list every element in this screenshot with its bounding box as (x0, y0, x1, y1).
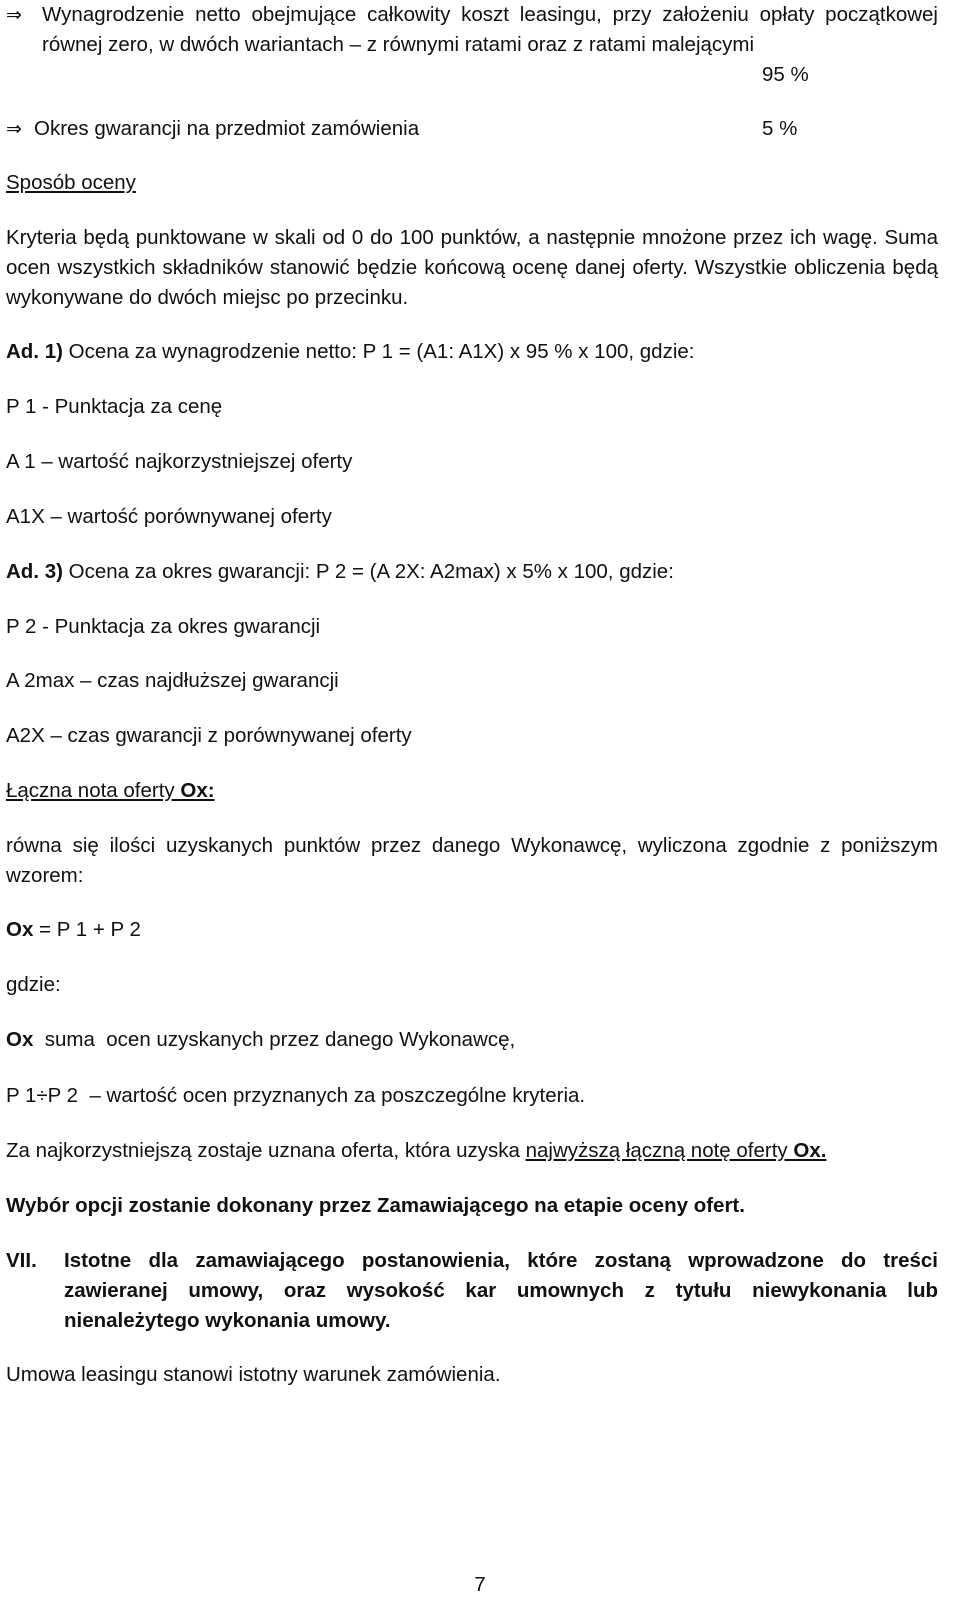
arrow-icon: ⇒ (6, 4, 22, 26)
ox-symbol: Ox (6, 1028, 34, 1051)
section-number: VII. (6, 1249, 37, 1272)
ad3-line: A 2max – czas najdłuższej gwarancji (6, 669, 339, 692)
criterion-wage-text: Wynagrodzenie netto obejmujące całkowity koszt leasingu, przy założeniu opłaty początkowej równej zero, w dwóch wariantach – z równymi ratami oraz z ratami malejącymi (42, 3, 938, 56)
total-heading (6, 776, 938, 806)
closing-line: Umowa leasingu stanowi istotny warunek zamówienia. (6, 1363, 501, 1386)
total-formula (6, 915, 938, 945)
total-heading-text: Łączna nota oferty (6, 779, 181, 802)
best-offer-text: Za najkorzystniejszą zostaje uznana oferta, która uzyska (6, 1139, 526, 1162)
best-offer-line (6, 1136, 938, 1166)
scoring-heading: Sposób oceny (6, 171, 136, 194)
where-label: gdzie: (6, 973, 61, 996)
ad3-label: Ad. 3) (6, 560, 63, 583)
ox-definition (6, 1025, 938, 1055)
total-heading-symbol: Ox: (180, 779, 215, 802)
best-offer-underlined: najwyższą łączną notę oferty (525, 1139, 794, 1162)
ad1-label: Ad. 1) (6, 340, 63, 363)
scoring-intro: Kryteria będą punktowane w skali od 0 do 100 punktów, a następnie mnożone przez ich wagę. Suma ocen wszystkich składników stanowić będzie końcową ocenę danej oferty. Wszystkie obliczenia będą wykonywane do dwóch miejsc po przecinku. (6, 226, 938, 309)
best-offer-symbol: Ox. (793, 1139, 827, 1162)
section-title: Istotne dla zamawiającego postanowienia, które zostaną wprowadzone do treści zawieranej umowy, oraz wysokość kar umownych z tytułu niewykonania lub nienależytego wykonania umowy. (64, 1249, 938, 1332)
page-number: 7 (474, 1573, 486, 1596)
total-formula-symbol: Ox (6, 918, 34, 941)
ad1-line: P 1 - Punktacja za cenę (6, 395, 223, 418)
total-formula-rest: = P 1 + P 2 (33, 918, 141, 941)
criterion-wage-weight: 95 % (762, 63, 809, 86)
ad1-formula-line (6, 337, 938, 367)
arrow-icon: ⇒ (6, 118, 22, 140)
ad1-formula: Ocena za wynagrodzenie netto: P 1 = (A1: A1X) x 95 % x 100, gdzie: (62, 340, 695, 363)
ad3-formula: Ocena za okres gwarancji: P 2 = (A 2X: A2max) x 5% x 100, gdzie: (62, 560, 674, 583)
p-definition: P 1÷P 2 – wartość ocen przyznanych za poszczególne kryteria. (6, 1084, 586, 1107)
ox-definition-text: suma ocen uzyskanych przez danego Wykonawcę, (33, 1028, 516, 1051)
criterion-warranty (6, 114, 938, 144)
ad3-line: P 2 - Punktacja za okres gwarancji (6, 615, 321, 638)
criterion-warranty-text: Okres gwarancji na przedmiot zamówienia (34, 117, 420, 140)
criterion-warranty-weight: 5 % (762, 117, 798, 140)
ad3-line: A2X – czas gwarancji z porównywanej oferty (6, 724, 412, 747)
criterion-wage (6, 0, 938, 86)
ad1-line: A1X – wartość porównywanej oferty (6, 505, 332, 528)
ad3-formula-line (6, 557, 938, 587)
total-description: równa się ilości uzyskanych punktów przez danego Wykonawcę, wyliczona zgodnie z poniższym wzorem: (6, 834, 938, 887)
choice-line: Wybór opcji zostanie dokonany przez Zamawiającego na etapie oceny ofert. (6, 1194, 745, 1217)
ad1-line: A 1 – wartość najkorzystniejszej oferty (6, 450, 353, 473)
